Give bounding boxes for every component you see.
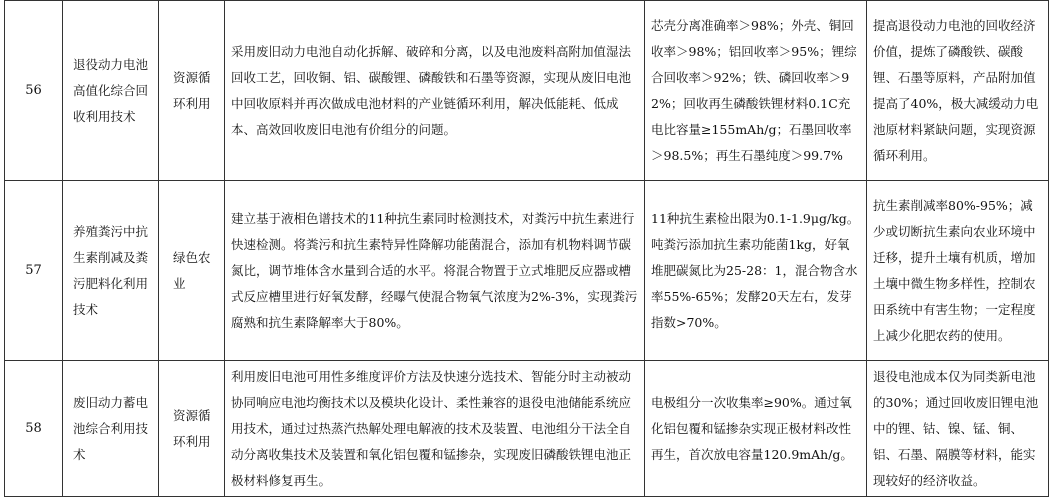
expected-benefits: 抗生素削减率80%-95%；减少或切断抗生素向农业环境中迁移，提升土壤有机质，增加土壤中微生物多样性，控制农田系统中有害生物；一定程度上减少化肥农药的使用。 xyxy=(867,181,1049,361)
technology-description: 采用废旧动力电池自动化拆解、破碎和分离，以及电池废料高附加值湿法回收工艺，回收铜、铝、碳酸锂、磷酸铁和石墨等资源，实现从废旧电池中回收原料并再次做成电池材料的产业链循环利用，解决低能耗、低成本、高效回收废旧电池有价组分的问题。 xyxy=(225,1,645,181)
technology-category: 资源循环利用 xyxy=(159,1,225,181)
table-row xyxy=(5,361,1049,497)
row-number: 56 xyxy=(5,1,63,181)
table-row xyxy=(5,181,1049,361)
technical-indicators: 11种抗生素检出限为0.1-1.9μg/kg。吨粪污添加抗生素功能菌1kg，好氧堆肥碳氮比为25-28：1，混合物含水率55%-65%；发酵20天左右，发芽指数>70%。 xyxy=(645,181,867,361)
expected-benefits: 退役电池成本仅为同类新电池的30%；通过回收废旧锂电池中的锂、钴、镍、锰、铜、铝、石墨、隔膜等材料，能实现较好的经济收益。 xyxy=(867,361,1049,497)
technology-category: 资源循环利用 xyxy=(159,361,225,497)
technical-indicators: 芯壳分离准确率＞98%；外壳、铜回收率＞98%；铝回收率＞95%；锂综合回收率＞92%；铁、磷回收率＞92%；回收再生磷酸铁锂材料0.1C充电比容量≥155mAh/g；石墨回收率＞98.5%；再生石墨纯度＞99.7% xyxy=(645,1,867,181)
row-number: 57 xyxy=(5,181,63,361)
table-row xyxy=(5,1,1049,181)
technical-indicators: 电极组分一次收集率≥90%。通过氧化铝包覆和锰掺杂实现正极材料改性再生，首次放电容量120.9mAh/g。 xyxy=(645,361,867,497)
technology-category: 绿色农业 xyxy=(159,181,225,361)
row-number: 58 xyxy=(5,361,63,497)
technology-description: 建立基于液相色谱技术的11种抗生素同时检测技术，对粪污中抗生素进行快速检测。将粪污和抗生素特异性降解功能菌混合，添加有机物料调节碳氮比，调节堆体含水量到合适的水平。将混合物置于立式堆肥反应器或槽式反应槽里进行好氧发酵，经曝气使混合物氧气浓度为2%-3%，实现粪污腐熟和抗生素降解率大于80%。 xyxy=(225,181,645,361)
expected-benefits: 提高退役动力电池的回收经济价值，提炼了磷酸铁、碳酸锂、石墨等原料，产品附加值提高了40%，极大减缓动力电池原材料紧缺问题，实现资源循环利用。 xyxy=(867,1,1049,181)
technology-table xyxy=(4,0,1049,497)
technology-description: 利用废旧电池可用性多维度评价方法及快速分选技术、智能分时主动被动协同响应电池均衡技术以及模块化设计、柔性兼容的退役电池储能系统应用技术，通过过热蒸汽热解处理电解液的技术及装置、电池组分干法全自动分离收集技术及装置和氧化铝包覆和锰掺杂，实现废旧磷酸铁锂电池正极材料修复再生。 xyxy=(225,361,645,497)
technology-name: 养殖粪污中抗生素削减及粪污肥料化利用技术 xyxy=(63,181,159,361)
technology-name: 废旧动力蓄电池综合利用技术 xyxy=(63,361,159,497)
technology-name: 退役动力电池高值化综合回收利用技术 xyxy=(63,1,159,181)
